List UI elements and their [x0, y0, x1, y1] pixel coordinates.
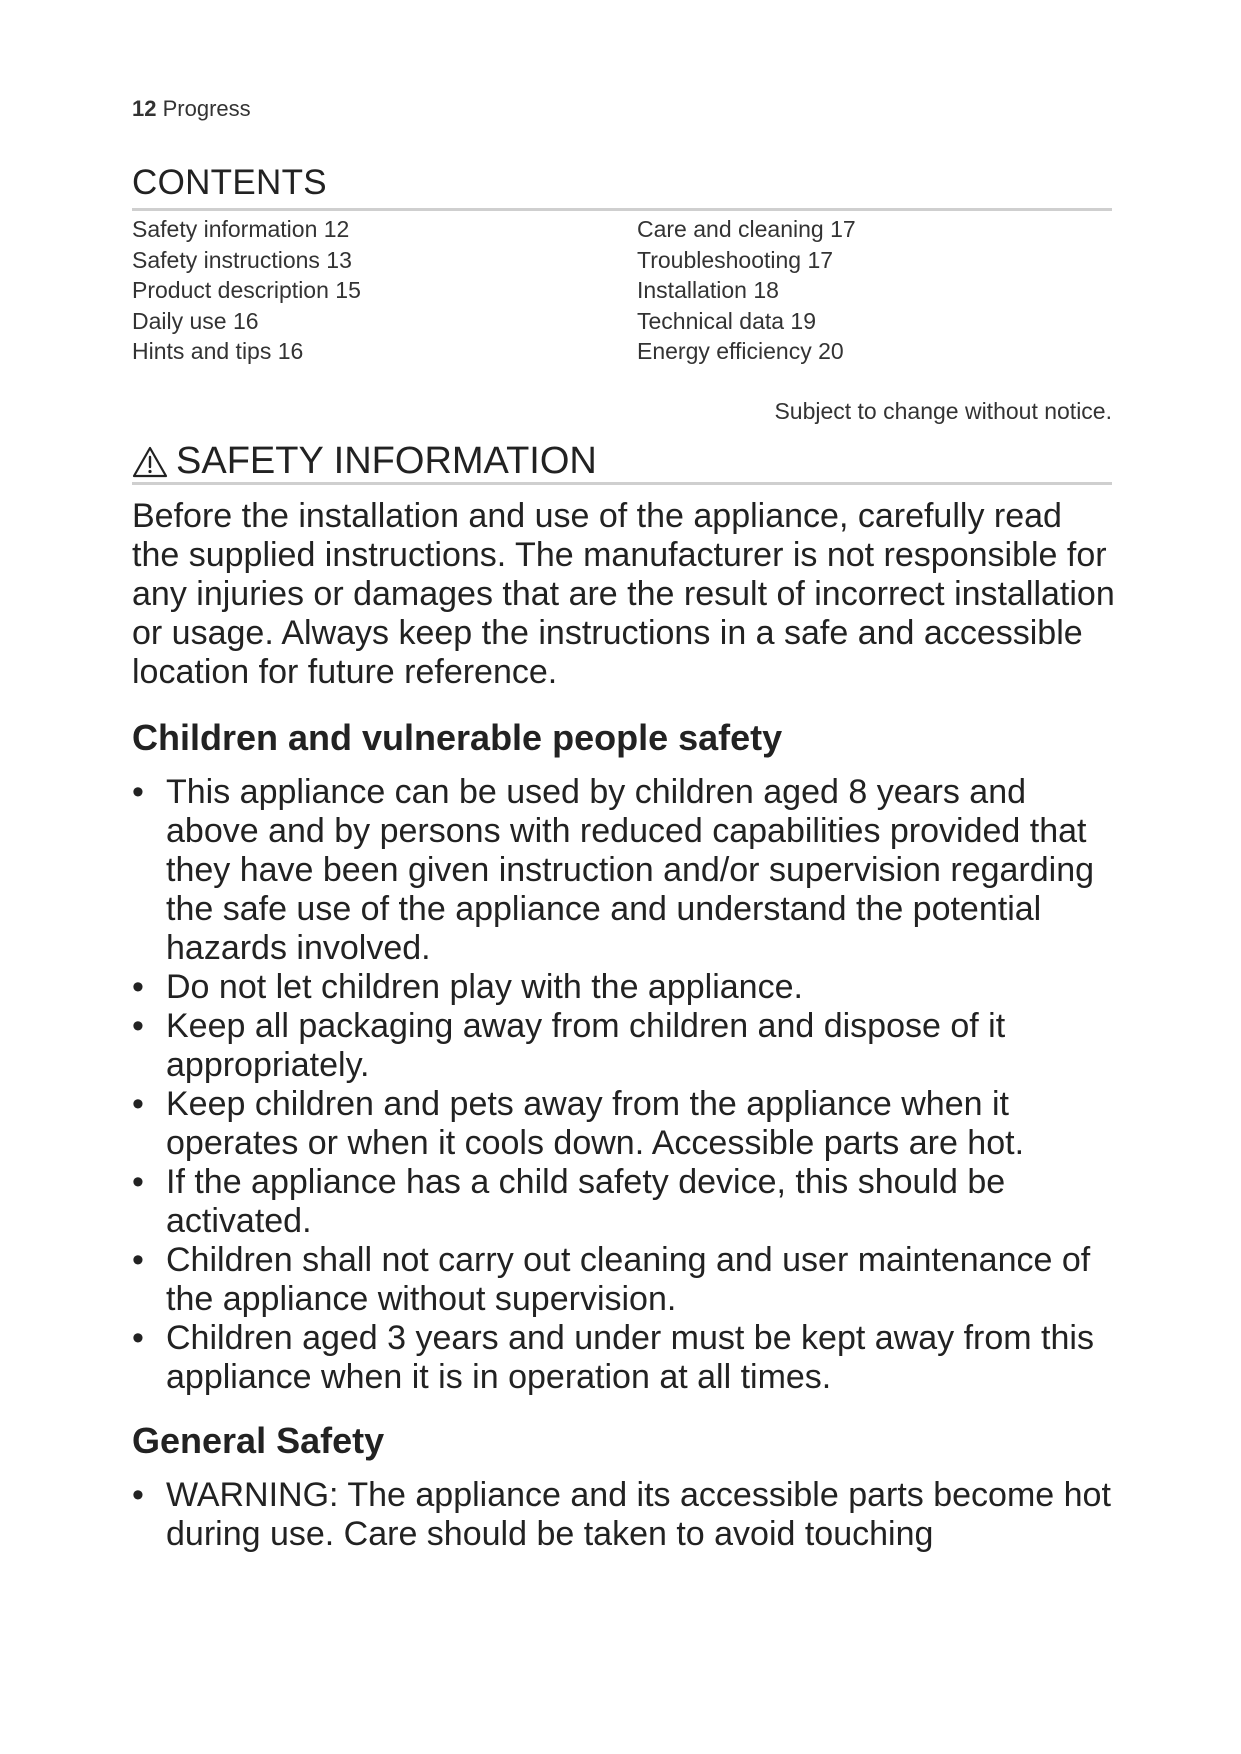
list-item	[132, 1476, 1122, 1554]
bullet-icon: •	[132, 1163, 144, 1201]
list-item	[132, 773, 1122, 968]
general-safety-heading: General Safety	[132, 1420, 385, 1461]
general-safety-list	[132, 1476, 1122, 1554]
toc-left-column	[132, 214, 361, 367]
toc-item: Daily use 16	[132, 307, 259, 334]
list-item-text: Do not let children play with the appliance.	[166, 968, 803, 1006]
bullet-icon: •	[132, 1241, 144, 1279]
toc-item: Technical data 19	[637, 307, 817, 334]
change-notice: Subject to change without notice.	[774, 398, 1112, 424]
list-item	[132, 1085, 1122, 1163]
safety-intro-paragraph: Before the installation and use of the appliance, carefully read the supplied instructions. The manufacturer is not responsible for any injuries or damages that are the result of incorrect installation or usage. Always keep the instructions in a safe and accessible location for future reference.	[132, 497, 1115, 691]
toc-item: Troubleshooting 17	[637, 246, 834, 273]
toc-item: Care and cleaning 17	[637, 216, 856, 242]
list-item-text: WARNING: The appliance and its accessible parts become hot during use. Care should be taken to avoid touching	[166, 1476, 1111, 1553]
list-item-text: Children aged 3 years and under must be kept away from this appliance when it is in operation at all times.	[166, 1319, 1094, 1396]
toc-item: Installation 18	[637, 277, 779, 303]
bullet-icon: •	[132, 1476, 144, 1514]
list-item	[132, 1163, 1122, 1241]
toc-item: Energy efficiency 20	[637, 338, 844, 364]
safety-title-text: SAFETY INFORMATION	[176, 440, 597, 482]
bullet-icon: •	[132, 1319, 144, 1357]
list-item	[132, 1319, 1122, 1397]
bullet-icon: •	[132, 1085, 144, 1123]
children-safety-list	[132, 773, 1122, 1397]
toc-item: Safety instructions 13	[132, 246, 352, 273]
list-item	[132, 968, 1122, 1007]
brand-name: Progress	[162, 96, 251, 121]
list-item	[132, 1007, 1122, 1085]
bullet-icon: •	[132, 968, 144, 1006]
warning-icon	[132, 446, 168, 478]
page-header	[132, 96, 251, 122]
contents-divider	[132, 208, 1112, 211]
list-item-text: Children shall not carry out cleaning and user maintenance of the appliance without supervision.	[166, 1241, 1091, 1318]
list-item-text: Keep all packaging away from children and dispose of it appropriately.	[166, 1007, 1006, 1084]
toc-right-column	[637, 214, 856, 367]
children-safety-heading: Children and vulnerable people safety	[132, 717, 783, 758]
bullet-icon: •	[132, 1007, 144, 1045]
safety-divider	[132, 482, 1112, 485]
page-number: 12	[132, 96, 157, 121]
toc-item: Product description 15	[132, 277, 361, 303]
contents-title: CONTENTS	[132, 163, 327, 202]
bullet-icon: •	[132, 773, 144, 811]
safety-section-title	[132, 440, 597, 483]
list-item-text: If the appliance has a child safety device, this should be activated.	[166, 1163, 1006, 1240]
list-item	[132, 1241, 1122, 1319]
list-item-text: This appliance can be used by children aged 8 years and above and by persons with reduced capabilities provided that they have been given instruction and/or supervision regarding the safe use of the appliance and understand the potential hazards involved.	[166, 773, 1095, 967]
toc-item: Hints and tips 16	[132, 338, 304, 364]
toc-item: Safety information 12	[132, 216, 350, 242]
list-item-text: Keep children and pets away from the appliance when it operates or when it cools down. Accessible parts are hot.	[166, 1085, 1025, 1162]
